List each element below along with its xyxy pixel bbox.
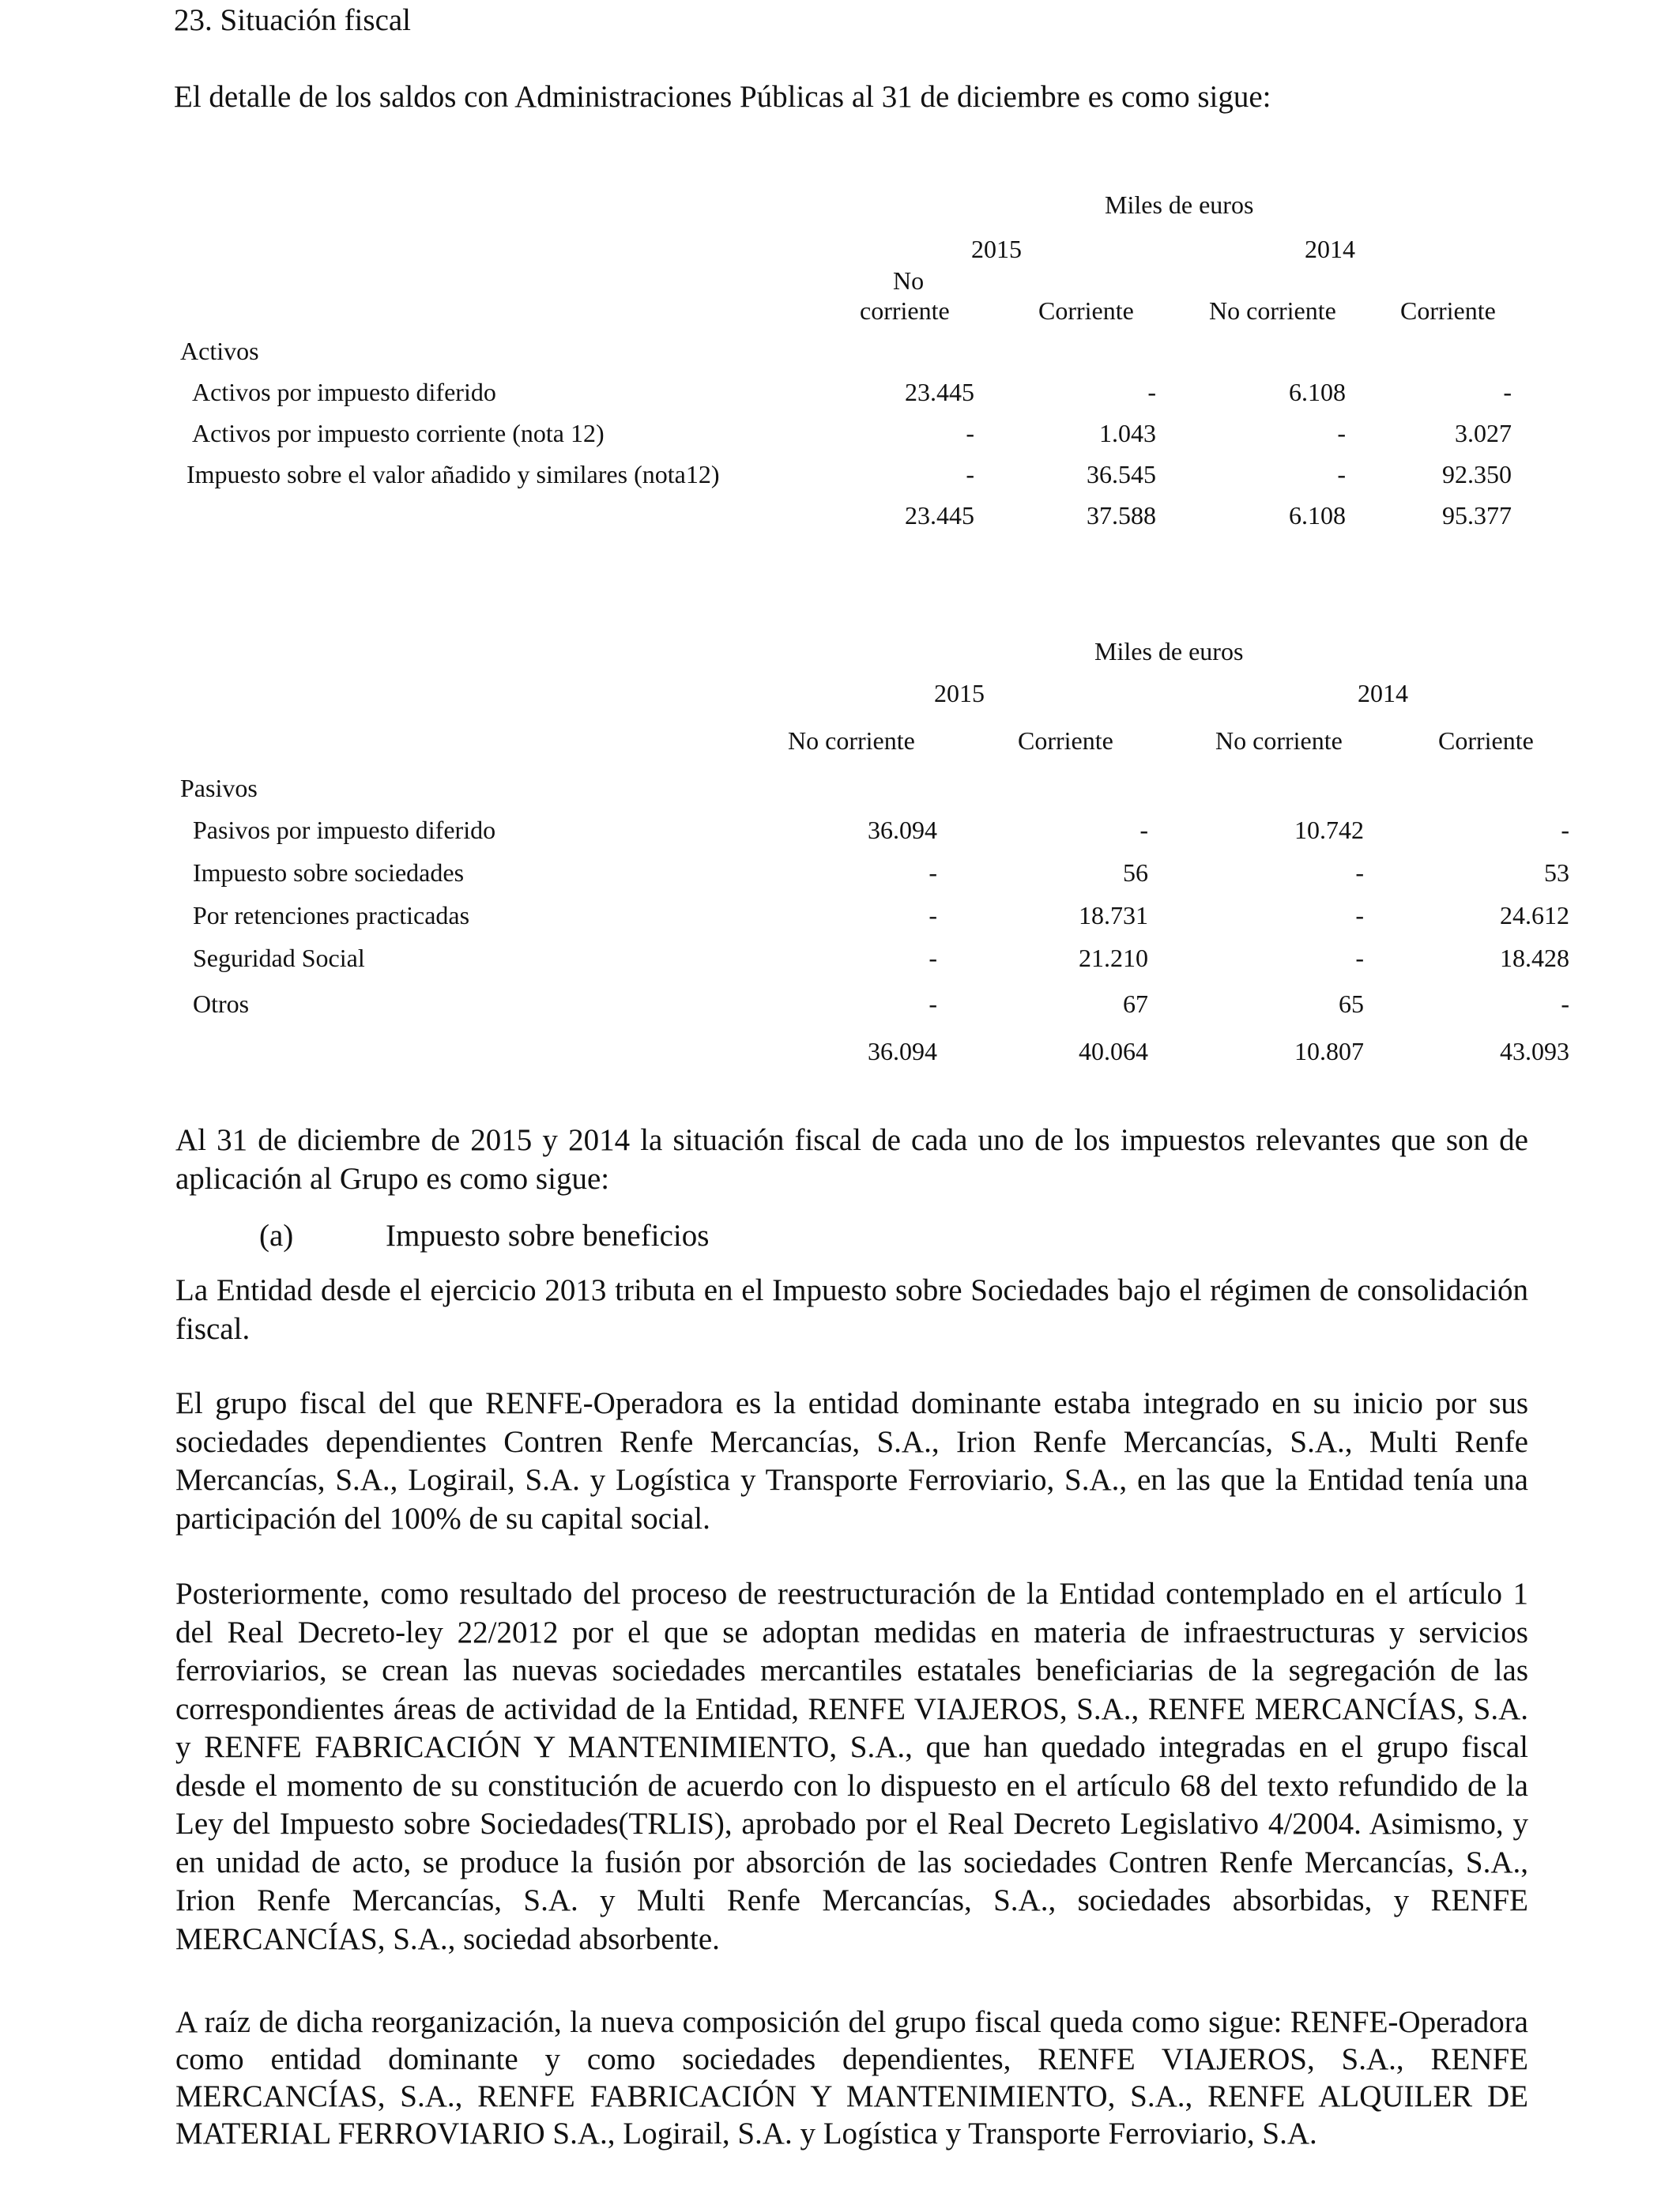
row-value: 18.428	[1500, 944, 1569, 972]
row-value: 36.094	[868, 816, 937, 844]
paragraph-restructuring: Posteriormente, como resultado del proceso de reestructuración de la Entidad contemplado en el artículo 1 del Real Decreto-ley 22/2012 por el que se adoptan medidas en materia de infraestructuras y servicios ferroviarios, se crean las nuevas sociedades mercantiles estatales beneficiarias de la segregación de las correspondientes áreas de actividad de la Entidad, RENFE VIAJEROS, S.A., RENFE MERCANCÍAS, S.A. y RENFE FABRICACIÓN Y MANTENIMIENTO, S.A., que han quedado integradas en el grupo fiscal desde el momento de su constitución de acuerdo con lo dispuesto en el artículo 68 del texto refundido de la Ley del Impuesto sobre Sociedades(TRLIS), aprobado por el Real Decreto Legislativo 4/2004. Asimismo, y en unidad de acto, se produce la fusión por absorción de las sociedades Contren Renfe Mercancías, S.A., Irion Renfe Mercancías, S.A. y Multi Renfe Mercancías, S.A., sociedades absorbidas, y RENFE MERCANCÍAS, S.A., sociedad absorbente.	[175, 1577, 1528, 1956]
intro-text: El detalle de los saldos con Administraciones Públicas al 31 de diciembre es como sigue:	[174, 80, 1271, 114]
total-value: 95.377	[1442, 501, 1512, 530]
assets-year-2014: 2014	[1305, 235, 1355, 263]
row-label: Impuesto sobre el valor añadido y similares (nota12)	[186, 460, 720, 488]
assets-col-nc-2015-line2: corriente	[860, 296, 950, 325]
liabilities-year-2014: 2014	[1358, 679, 1408, 707]
liabilities-col-nc-2014: No corriente	[1215, 726, 1343, 755]
row-value: -	[1355, 944, 1364, 972]
liabilities-section-label: Pasivos	[180, 774, 258, 802]
total-value: 43.093	[1500, 1037, 1569, 1065]
subsection-marker: (a)	[259, 1219, 294, 1253]
assets-col-c-2014: Corriente	[1400, 296, 1496, 325]
row-value: 23.445	[905, 378, 974, 406]
paragraph-consolidation: La Entidad desde el ejercicio 2013 tributa en el Impuesto sobre Sociedades bajo el régimen de consolidación fiscal.	[175, 1273, 1528, 1346]
row-value: -	[929, 901, 937, 929]
row-value: -	[1139, 816, 1148, 844]
liabilities-col-c-2015: Corriente	[1018, 726, 1113, 755]
row-value: 65	[1339, 990, 1364, 1018]
row-value: -	[1147, 378, 1156, 406]
row-value: 56	[1123, 858, 1148, 887]
section-title: 23. Situación fiscal	[174, 3, 412, 37]
row-value: -	[1561, 816, 1569, 844]
row-value: -	[1561, 990, 1569, 1018]
row-label: Activos por impuesto corriente (nota 12)	[192, 419, 605, 447]
situation-paragraph: Al 31 de diciembre de 2015 y 2014 la situación fiscal de cada uno de los impuestos relevantes que son de aplicación al Grupo es como sigue:	[175, 1123, 1528, 1196]
total-value: 37.588	[1087, 501, 1156, 530]
row-value: -	[1337, 419, 1346, 447]
row-value: 10.742	[1294, 816, 1364, 844]
row-label: Activos por impuesto diferido	[192, 378, 496, 406]
total-value: 10.807	[1294, 1037, 1364, 1065]
row-value: -	[1503, 378, 1512, 406]
subsection-title: Impuesto sobre beneficios	[386, 1219, 710, 1253]
liabilities-year-2015: 2015	[934, 679, 985, 707]
assets-unit-header: Miles de euros	[1105, 190, 1254, 219]
row-value: 1.043	[1099, 419, 1156, 447]
total-value: 6.108	[1289, 501, 1346, 530]
total-value: 23.445	[905, 501, 974, 530]
row-value: 24.612	[1500, 901, 1569, 929]
assets-year-2015: 2015	[971, 235, 1022, 263]
assets-col-c-2015: Corriente	[1038, 296, 1134, 325]
row-value: -	[1355, 901, 1364, 929]
row-label: Pasivos por impuesto diferido	[193, 816, 496, 844]
row-value: 36.545	[1087, 460, 1156, 488]
assets-section-label: Activos	[180, 337, 259, 365]
paragraph-fiscal-group: El grupo fiscal del que RENFE-Operadora es la entidad dominante estaba integrado en su inicio por sus sociedades dependientes Contren Renfe Mercancías, S.A., Irion Renfe Mercancías, S.A., Multi Renfe Mercancías, S.A., Logirail, S.A. y Logística y Transporte Ferroviario, S.A., en las que la Entidad tenía una participación del 100% de su capital social.	[175, 1386, 1528, 1536]
liabilities-unit-header: Miles de euros	[1094, 637, 1244, 665]
row-label: Por retenciones practicadas	[193, 901, 470, 929]
row-value: 67	[1123, 990, 1148, 1018]
row-label: Impuesto sobre sociedades	[193, 858, 465, 887]
paragraph-new-composition: A raíz de dicha reorganización, la nueva composición del grupo fiscal queda como sigue: RENFE-Operadora como entidad dominante y como sociedades dependientes, RENFE VIAJEROS, S.A., RENFE MERCANCÍAS, S.A., RENFE FABRICACIÓN Y MANTENIMIENTO, S.A., RENFE ALQUILER DE MATERIAL FERROVIARIO S.A., Logirail, S.A. y Logística y Transporte Ferroviario, S.A.	[175, 2005, 1528, 2151]
row-value: 18.731	[1079, 901, 1148, 929]
row-value: 92.350	[1442, 460, 1512, 488]
row-value: -	[1337, 460, 1346, 488]
row-value: -	[929, 990, 937, 1018]
row-value: 53	[1544, 858, 1569, 887]
assets-col-nc-2014: No corriente	[1209, 296, 1336, 325]
row-value: -	[929, 858, 937, 887]
row-value: -	[1355, 858, 1364, 887]
row-value: -	[929, 944, 937, 972]
row-label: Otros	[193, 990, 250, 1018]
total-value: 36.094	[868, 1037, 937, 1065]
liabilities-col-nc-2015: No corriente	[788, 726, 915, 755]
row-value: -	[966, 460, 974, 488]
row-value: 3.027	[1455, 419, 1512, 447]
row-value: 6.108	[1289, 378, 1346, 406]
row-label: Seguridad Social	[193, 944, 365, 972]
row-value: 21.210	[1079, 944, 1148, 972]
liabilities-col-c-2014: Corriente	[1438, 726, 1534, 755]
total-value: 40.064	[1079, 1037, 1148, 1065]
assets-col-nc-2015-line1: No	[893, 266, 925, 295]
row-value: -	[966, 419, 974, 447]
